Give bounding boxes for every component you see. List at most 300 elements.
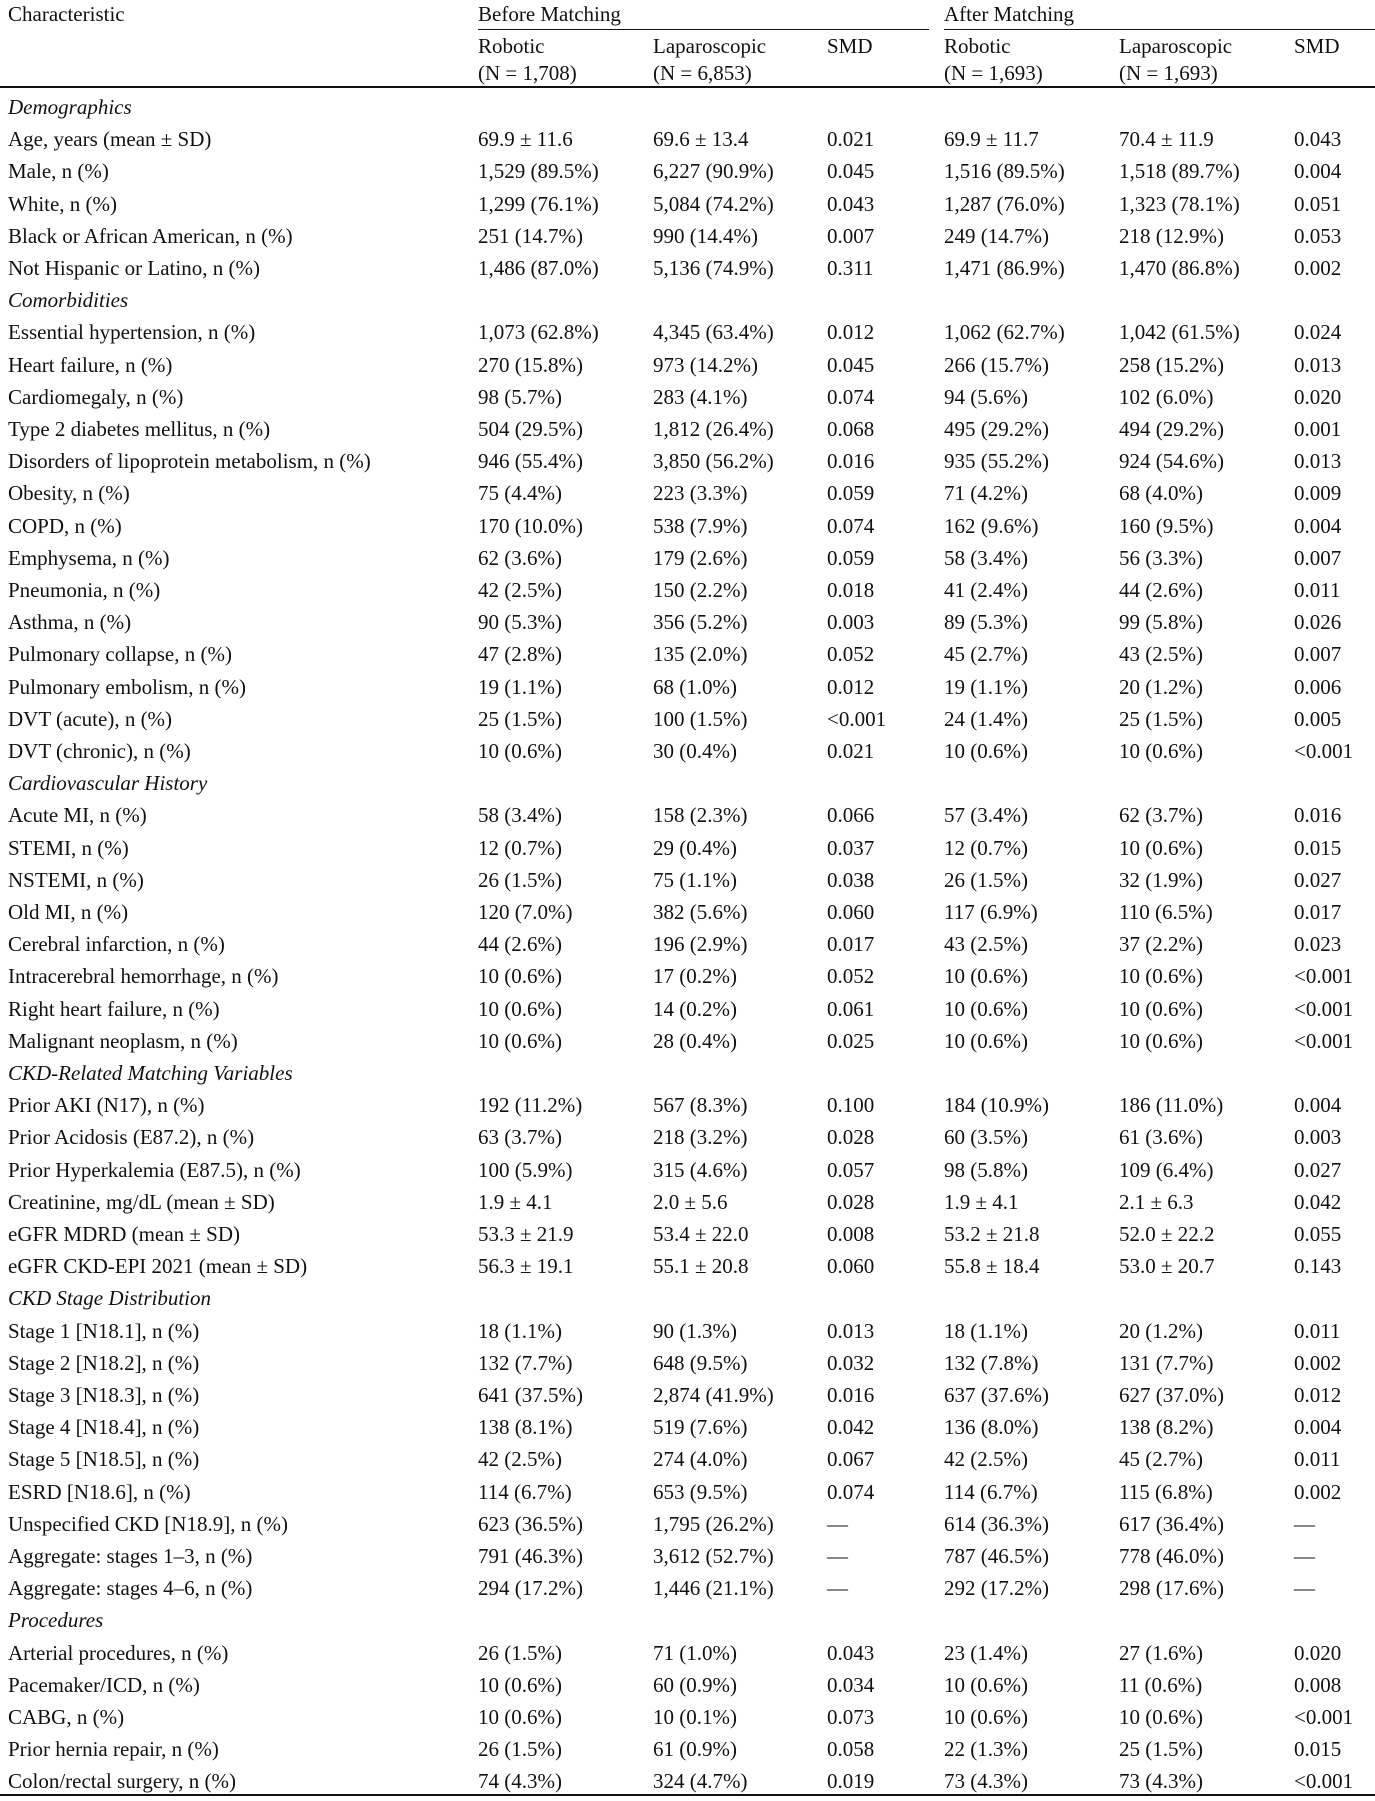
table-cell: 45 (2.7%) [944,642,1028,666]
subheader-smd-after: SMD [1294,34,1340,58]
table-cell: 0.051 [1294,192,1342,216]
table-cell: 223 (3.3%) [653,481,748,505]
row-label: Colon/rectal surgery, n (%) [8,1769,237,1793]
row-label: Prior hernia repair, n (%) [8,1737,219,1761]
table-cell: 0.038 [827,868,875,892]
table-cell: 0.021 [827,127,875,151]
row-label: Arterial procedures, n (%) [8,1641,229,1665]
row-label: Aggregate: stages 4–6, n (%) [8,1576,253,1600]
table-cell: 120 (7.0%) [478,900,573,924]
table-cell: 10 (0.6%) [944,1705,1028,1729]
row-label: CABG, n (%) [8,1705,125,1729]
table-cell: 218 (3.2%) [653,1125,748,1149]
table-cell: 25 (1.5%) [1119,1737,1203,1761]
section-heading: Procedures [8,1608,104,1632]
table-cell: 42 (2.5%) [478,1447,562,1471]
table-cell: 196 (2.9%) [653,932,748,956]
row-label: Stage 2 [N18.2], n (%) [8,1351,200,1375]
table-cell: 0.012 [827,675,875,699]
table-cell: 14 (0.2%) [653,997,737,1021]
table-cell: 11 (0.6%) [1119,1673,1203,1697]
table-cell: 1,323 (78.1%) [1119,192,1240,216]
table-cell: 218 (12.9%) [1119,224,1224,248]
table-cell: 109 (6.4%) [1119,1158,1214,1182]
table-cell: 1,446 (21.1%) [653,1576,774,1600]
table-cell: 0.042 [1294,1190,1342,1214]
after-matching-rule [944,29,1375,30]
table-cell: 1,812 (26.4%) [653,417,774,441]
table-cell: 0.016 [827,449,875,473]
row-label: Prior Hyperkalemia (E87.5), n (%) [8,1158,301,1182]
table-cell: 298 (17.6%) [1119,1576,1224,1600]
table-cell: <0.001 [1294,997,1354,1021]
row-label: Malignant neoplasm, n (%) [8,1029,238,1053]
table-cell: 0.011 [1294,1447,1341,1471]
row-label: Male, n (%) [8,159,109,183]
table-cell: 0.009 [1294,481,1342,505]
subheader-laparoscopic-before: Laparoscopic [653,34,767,58]
row-label: eGFR CKD-EPI 2021 (mean ± SD) [8,1254,308,1278]
header-characteristic: Characteristic [8,2,125,26]
table-cell: 114 (6.7%) [944,1480,1038,1504]
table-cell: 251 (14.7%) [478,224,583,248]
table-cell: 22 (1.3%) [944,1737,1028,1761]
table-cell: 117 (6.9%) [944,900,1038,924]
table-cell: 10 (0.6%) [944,739,1028,763]
table-cell: 778 (46.0%) [1119,1544,1224,1568]
subheader-n-laparoscopic-before: (N = 6,853) [653,61,752,85]
table-cell: 25 (1.5%) [1119,707,1203,731]
table-cell: 10 (0.6%) [1119,1029,1203,1053]
table-cell: 43 (2.5%) [944,932,1028,956]
table-cell: 1,287 (76.0%) [944,192,1065,216]
table-cell: 0.018 [827,578,875,602]
table-cell: 258 (15.2%) [1119,353,1224,377]
before-matching-rule [478,29,929,30]
table-cell: 0.008 [827,1222,875,1246]
table-cell: 0.027 [1294,868,1342,892]
table-cell: 57 (3.4%) [944,803,1028,827]
header-before-matching: Before Matching [478,2,621,26]
table-cell: 0.005 [1294,707,1342,731]
table-cell: 0.003 [827,610,875,634]
row-label: Pacemaker/ICD, n (%) [8,1673,200,1697]
table-cell: 73 (4.3%) [1119,1769,1203,1793]
table-cell: 1,470 (86.8%) [1119,256,1240,280]
table-cell: 567 (8.3%) [653,1093,748,1117]
table-cell: 249 (14.7%) [944,224,1049,248]
table-cell: 43 (2.5%) [1119,642,1203,666]
table-cell: 42 (2.5%) [478,578,562,602]
row-label: NSTEMI, n (%) [8,868,144,892]
table-cell: 37 (2.2%) [1119,932,1203,956]
table-cell: 114 (6.7%) [478,1480,572,1504]
table-cell: 0.004 [1294,514,1342,538]
table-cell: 0.015 [1294,836,1342,860]
table-cell: 55.1 ± 20.8 [653,1254,749,1278]
table-cell: 2.1 ± 6.3 [1119,1190,1194,1214]
header-bottom-rule [0,86,1375,88]
subheader-n-laparoscopic-after: (N = 1,693) [1119,61,1218,85]
table-cell: 0.067 [827,1447,875,1471]
table-cell: 29 (0.4%) [653,836,737,860]
table-cell: 28 (0.4%) [653,1029,737,1053]
table-cell: 98 (5.7%) [478,385,562,409]
table-cell: 0.055 [1294,1222,1342,1246]
table-cell: 136 (8.0%) [944,1415,1039,1439]
row-label: Obesity, n (%) [8,481,130,505]
table-cell: 10 (0.6%) [1119,997,1203,1021]
table-cell: 0.016 [1294,803,1342,827]
table-cell: 0.059 [827,546,875,570]
subheader-robotic-after: Robotic [944,34,1011,58]
table-cell: 56 (3.3%) [1119,546,1203,570]
table-cell: 18 (1.1%) [944,1319,1028,1343]
row-label: Intracerebral hemorrhage, n (%) [8,964,279,988]
table-cell: 0.058 [827,1737,875,1761]
table-cell: 186 (11.0%) [1119,1093,1224,1117]
table-cell: 99 (5.8%) [1119,610,1203,634]
table-cell: 61 (3.6%) [1119,1125,1203,1149]
table-cell: <0.001 [1294,1029,1354,1053]
table-cell: 75 (1.1%) [653,868,737,892]
table-cell: 26 (1.5%) [944,868,1028,892]
table-cell: 990 (14.4%) [653,224,758,248]
table-cell: 18 (1.1%) [478,1319,562,1343]
table-cell: 0.002 [1294,1480,1342,1504]
table-cell: 12 (0.7%) [944,836,1028,860]
table-cell: 0.012 [827,320,875,344]
table-cell: 100 (1.5%) [653,707,748,731]
row-label: ESRD [N18.6], n (%) [8,1480,191,1504]
table-cell: <0.001 [827,707,887,731]
table-cell: 0.013 [1294,449,1342,473]
table-cell: 0.143 [1294,1254,1342,1278]
row-label: Age, years (mean ± SD) [8,127,212,151]
row-label: Essential hypertension, n (%) [8,320,256,344]
row-label: Stage 1 [N18.1], n (%) [8,1319,200,1343]
table-cell: 58 (3.4%) [944,546,1028,570]
table-cell: 0.043 [827,192,875,216]
row-label: Stage 5 [N18.5], n (%) [8,1447,200,1471]
table-cell: 0.002 [1294,256,1342,280]
table-cell: 55.8 ± 18.4 [944,1254,1040,1278]
table-cell: 60 (0.9%) [653,1673,737,1697]
subheader-n-robotic-after: (N = 1,693) [944,61,1043,85]
table-cell: 68 (4.0%) [1119,481,1203,505]
table-cell: 192 (11.2%) [478,1093,583,1117]
table-cell: 324 (4.7%) [653,1769,748,1793]
table-cell: 0.007 [827,224,875,248]
table-cell: <0.001 [1294,964,1354,988]
table-cell: 10 (0.6%) [478,1673,562,1697]
table-cell: 56.3 ± 19.1 [478,1254,574,1278]
table-cell: 274 (4.0%) [653,1447,748,1471]
table-cell: 0.052 [827,964,875,988]
table-cell: 60 (3.5%) [944,1125,1028,1149]
table-cell: — [1294,1512,1315,1536]
table-cell: 294 (17.2%) [478,1576,583,1600]
table-cell: 10 (0.6%) [1119,1705,1203,1729]
table-cell: 0.037 [827,836,875,860]
section-heading: Demographics [8,95,132,119]
table-cell: <0.001 [1294,1769,1354,1793]
table-cell: 75 (4.4%) [478,481,562,505]
table-cell: 2,874 (41.9%) [653,1383,774,1407]
table-cell: 69.6 ± 13.4 [653,127,749,151]
table-cell: 53.3 ± 21.9 [478,1222,574,1246]
table-cell: 0.032 [827,1351,875,1375]
table-cell: 26 (1.5%) [478,1737,562,1761]
table-cell: 10 (0.6%) [944,1673,1028,1697]
table-cell: 0.006 [1294,675,1342,699]
table-cell: 0.057 [827,1158,875,1182]
table-cell: 45 (2.7%) [1119,1447,1203,1471]
table-cell: 110 (6.5%) [1119,900,1213,924]
table-cell: 63 (3.7%) [478,1125,562,1149]
table-cell: 135 (2.0%) [653,642,748,666]
row-label: Pulmonary collapse, n (%) [8,642,232,666]
row-label: Stage 3 [N18.3], n (%) [8,1383,200,1407]
table-cell: 0.017 [827,932,875,956]
table-cell: 0.011 [1294,578,1341,602]
table-cell: 98 (5.8%) [944,1158,1028,1182]
table-cell: <0.001 [1294,1705,1354,1729]
table-cell: 184 (10.9%) [944,1093,1049,1117]
row-label: Cardiomegaly, n (%) [8,385,184,409]
table-cell: 0.008 [1294,1673,1342,1697]
table-cell: 10 (0.6%) [944,964,1028,988]
table-cell: 924 (54.6%) [1119,449,1224,473]
row-label: COPD, n (%) [8,514,122,538]
table-cell: 4,345 (63.4%) [653,320,774,344]
table-cell: 160 (9.5%) [1119,514,1214,538]
table-cell: 53.0 ± 20.7 [1119,1254,1215,1278]
table-cell: 1,518 (89.7%) [1119,159,1240,183]
table-cell: 0.060 [827,1254,875,1278]
table-cell: 3,612 (52.7%) [653,1544,774,1568]
table-cell: 138 (8.1%) [478,1415,573,1439]
table-cell: 131 (7.7%) [1119,1351,1214,1375]
table-cell: 150 (2.2%) [653,578,748,602]
row-label: Disorders of lipoprotein metabolism, n (%) [8,449,371,473]
table-cell: 538 (7.9%) [653,514,748,538]
table-cell: 0.066 [827,803,875,827]
table-cell: 504 (29.5%) [478,417,583,441]
row-label: Acute MI, n (%) [8,803,147,827]
subheader-smd-before: SMD [827,34,873,58]
section-heading: CKD Stage Distribution [8,1286,212,1310]
table-cell: 641 (37.5%) [478,1383,583,1407]
table-cell: 0.028 [827,1190,875,1214]
table-cell: 47 (2.8%) [478,642,562,666]
table-cell: 623 (36.5%) [478,1512,583,1536]
table-cell: 648 (9.5%) [653,1351,748,1375]
row-label: Emphysema, n (%) [8,546,170,570]
table-cell: 100 (5.9%) [478,1158,573,1182]
table-cell: 30 (0.4%) [653,739,737,763]
table-cell: 0.028 [827,1125,875,1149]
table-cell: 0.059 [827,481,875,505]
table-cell: 0.060 [827,900,875,924]
table-cell: 0.017 [1294,900,1342,924]
table-cell: 44 (2.6%) [478,932,562,956]
table-cell: 44 (2.6%) [1119,578,1203,602]
table-cell: 494 (29.2%) [1119,417,1224,441]
row-label: Not Hispanic or Latino, n (%) [8,256,260,280]
table-cell: 52.0 ± 22.2 [1119,1222,1215,1246]
table-cell: 10 (0.1%) [653,1705,737,1729]
table-cell: 0.053 [1294,224,1342,248]
table-cell: 179 (2.6%) [653,546,748,570]
table-cell: 24 (1.4%) [944,707,1028,731]
row-label: eGFR MDRD (mean ± SD) [8,1222,241,1246]
section-heading: Cardiovascular History [8,771,208,795]
row-label: Right heart failure, n (%) [8,997,220,1021]
table-bottom-rule [0,1794,1375,1796]
table-cell: — [1294,1544,1315,1568]
table-cell: 0.015 [1294,1737,1342,1761]
table-cell: 791 (46.3%) [478,1544,583,1568]
table-cell: 26 (1.5%) [478,868,562,892]
row-label: Stage 4 [N18.4], n (%) [8,1415,200,1439]
table-cell: 17 (0.2%) [653,964,737,988]
row-label: Type 2 diabetes mellitus, n (%) [8,417,271,441]
table-cell: 0.012 [1294,1383,1342,1407]
table-cell: 73 (4.3%) [944,1769,1028,1793]
table-cell: 12 (0.7%) [478,836,562,860]
table-cell: 25 (1.5%) [478,707,562,731]
table-cell: 74 (4.3%) [478,1769,562,1793]
table-cell: 1,795 (26.2%) [653,1512,774,1536]
table-cell: 0.020 [1294,1641,1342,1665]
table-cell: 0.004 [1294,159,1342,183]
table-cell: 0.026 [1294,610,1342,634]
row-label: Prior AKI (N17), n (%) [8,1093,205,1117]
table-cell: 68 (1.0%) [653,675,737,699]
table-cell: 132 (7.7%) [478,1351,573,1375]
row-label: DVT (acute), n (%) [8,707,173,731]
table-cell: 0.100 [827,1093,875,1117]
table-cell: 70.4 ± 11.9 [1119,127,1214,151]
row-label: Black or African American, n (%) [8,224,293,248]
table-cell: 10 (0.6%) [1119,964,1203,988]
table-cell: 0.019 [827,1769,875,1793]
table-cell: 62 (3.7%) [1119,803,1203,827]
table-cell: 20 (1.2%) [1119,1319,1203,1343]
row-label: Creatinine, mg/dL (mean ± SD) [8,1190,275,1214]
table-cell: 162 (9.6%) [944,514,1039,538]
table-cell: 0.024 [1294,320,1342,344]
table-cell: 20 (1.2%) [1119,675,1203,699]
table-cell: 946 (55.4%) [478,449,583,473]
section-heading: CKD-Related Matching Variables [8,1061,293,1085]
table-cell: 0.034 [827,1673,875,1697]
table-cell: 158 (2.3%) [653,803,748,827]
table-cell: 0.043 [1294,127,1342,151]
table-cell: 1,486 (87.0%) [478,256,599,280]
table-cell: 0.027 [1294,1158,1342,1182]
table-cell: 315 (4.6%) [653,1158,748,1182]
table-cell: 0.025 [827,1029,875,1053]
table-cell: 10 (0.6%) [478,997,562,1021]
table-cell: 1,062 (62.7%) [944,320,1065,344]
table-cell: 0.074 [827,385,875,409]
table-cell: 0.013 [827,1319,875,1343]
table-cell: 19 (1.1%) [944,675,1028,699]
table-cell: 637 (37.6%) [944,1383,1049,1407]
table-cell: 356 (5.2%) [653,610,748,634]
table-cell: 138 (8.2%) [1119,1415,1214,1439]
row-label: Prior Acidosis (E87.2), n (%) [8,1125,255,1149]
table-cell: 266 (15.7%) [944,353,1049,377]
table-cell: — [827,1512,848,1536]
table-cell: 1,073 (62.8%) [478,320,599,344]
table-cell: 292 (17.2%) [944,1576,1049,1600]
table-cell: 0.016 [827,1383,875,1407]
table-cell: 0.001 [1294,417,1342,441]
table-cell: 10 (0.6%) [944,1029,1028,1053]
table-cell: 0.020 [1294,385,1342,409]
row-label: STEMI, n (%) [8,836,129,860]
table-cell: 2.0 ± 5.6 [653,1190,728,1214]
table-cell: 787 (46.5%) [944,1544,1049,1568]
table-cell: 10 (0.6%) [478,1705,562,1729]
table-cell: 1,471 (86.9%) [944,256,1065,280]
table-cell: 0.045 [827,353,875,377]
table-cell: 935 (55.2%) [944,449,1049,473]
table-cell: 10 (0.6%) [944,997,1028,1021]
table-cell: 0.002 [1294,1351,1342,1375]
subheader-robotic-before: Robotic [478,34,545,58]
row-label: DVT (chronic), n (%) [8,739,191,763]
table-cell: 10 (0.6%) [1119,836,1203,860]
table-cell: 41 (2.4%) [944,578,1028,602]
table-cell: 10 (0.6%) [478,1029,562,1053]
table-cell: 69.9 ± 11.7 [944,127,1039,151]
table-cell: 132 (7.8%) [944,1351,1039,1375]
table-cell: 5,084 (74.2%) [653,192,774,216]
table-cell: 53.4 ± 22.0 [653,1222,749,1246]
table-cell: 6,227 (90.9%) [653,159,774,183]
row-label: Heart failure, n (%) [8,353,173,377]
table-cell: 0.074 [827,514,875,538]
table-cell: 0.052 [827,642,875,666]
table-cell: 0.061 [827,997,875,1021]
table-cell: — [1294,1576,1315,1600]
table-cell: 0.003 [1294,1125,1342,1149]
table-cell: 94 (5.6%) [944,385,1028,409]
table-cell: 10 (0.6%) [1119,739,1203,763]
table-cell: 0.021 [827,739,875,763]
table-cell: 0.045 [827,159,875,183]
table-cell: 0.068 [827,417,875,441]
table-cell: 614 (36.3%) [944,1512,1049,1536]
table-cell: 0.004 [1294,1415,1342,1439]
table-cell: 495 (29.2%) [944,417,1049,441]
table-cell: 69.9 ± 11.6 [478,127,573,151]
header-after-matching: After Matching [944,2,1075,26]
table-cell: 27 (1.6%) [1119,1641,1203,1665]
table-cell: 3,850 (56.2%) [653,449,774,473]
row-label: White, n (%) [8,192,118,216]
row-label: Cerebral infarction, n (%) [8,932,225,956]
table-cell: 617 (36.4%) [1119,1512,1224,1536]
table-cell: 0.013 [1294,353,1342,377]
table-cell: 58 (3.4%) [478,803,562,827]
table-cell: 0.004 [1294,1093,1342,1117]
row-label: Asthma, n (%) [8,610,132,634]
